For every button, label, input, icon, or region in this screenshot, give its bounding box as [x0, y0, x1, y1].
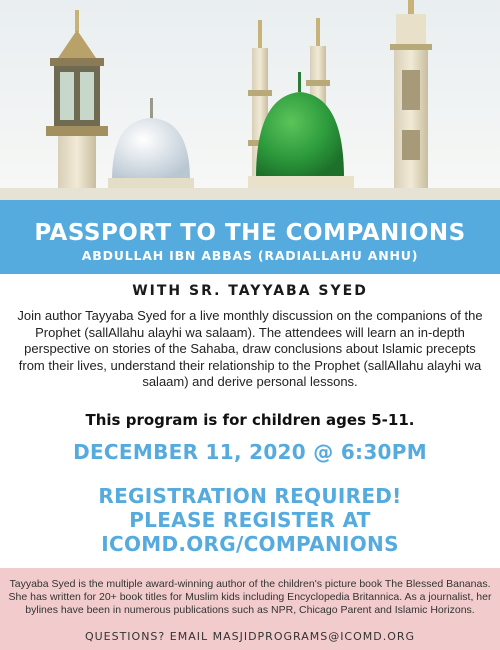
program-title: PASSPORT TO THE COMPANIONS	[34, 220, 466, 246]
event-date: DECEMBER 11, 2020 @ 6:30PM	[73, 440, 427, 464]
registration-url[interactable]: ICOMD.ORG/COMPANIONS	[101, 532, 399, 556]
mosque-header-image	[0, 0, 500, 200]
registration-instruction: PLEASE REGISTER AT	[129, 508, 371, 532]
mosque-domes-minarets-photo	[0, 0, 500, 200]
author-bio: Tayyaba Syed is the multiple award-winning author of the children's picture book The Blessed Bananas. She has written for 20+ book titles for Muslim kids including Encyclopedia Britannica. As a journalist, her bylines have been in numerous publications such as NPR, Chicago Parent and Islamic Horizons.	[8, 578, 492, 616]
registration-required: REGISTRATION REQUIRED!	[98, 484, 402, 508]
tall-minaret	[390, 0, 432, 200]
title-banner	[0, 200, 500, 274]
program-subtitle: ABDULLAH IBN ABBAS (RADIALLAHU ANHU)	[81, 248, 419, 263]
program-description: Join author Tayyaba Syed for a live monthly discussion on the companions of the Prophet (sallAllahu alayhi wa salaam). The attendees will learn an in-depth perspective on stories of the Sahaba, draw conclusions about Islamic precepts from their lives, understand their relationship to the Prophet (sallAllahu alayhi wa salaam) and derive personal lessons.	[17, 308, 483, 389]
contact-email[interactable]: QUESTIONS? EMAIL MASJIDPROGRAMS@ICOMD.ORG	[84, 630, 416, 643]
age-requirement: This program is for children ages 5-11.	[85, 411, 415, 429]
presenter-line: WITH SR. TAYYABA SYED	[132, 283, 368, 299]
registration-block	[0, 484, 500, 556]
footer-panel	[0, 568, 500, 650]
